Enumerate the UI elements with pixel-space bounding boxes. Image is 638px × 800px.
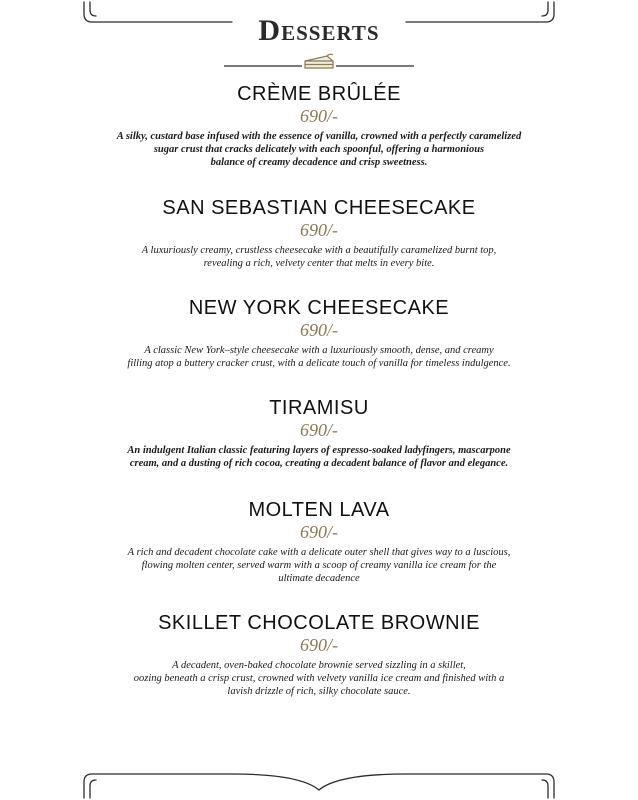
item-description: A silky, custard base infused with the essence of vanilla, crowned with a perfectly caramelized sugar crust that cracks delicately with each spoonful, offering a harmonious balance of creamy decadence and crisp sweetness. [116,131,522,168]
item-name: NEW YORK CHEESECAKE [188,297,450,319]
item-price: 690/- [300,220,338,240]
menu-header [0,14,638,72]
item-name: MOLTEN LAVA [248,499,390,521]
item-description: A classic New York–style cheesecake with a luxuriously smooth, dense, and creamy filling atop a buttery cracker crust, with a delicate touch of vanilla for timeless indulgence. [127,345,511,369]
item-description: A decadent, oven-baked chocolate brownie served sizzling in a skillet, oozing beneath a crisp crust, crowned with velvety vanilla ice cream and finished with a lavish drizzle of rich, silky chocolate sauce. [133,660,505,697]
menu-heading: Desserts [258,14,380,47]
item-price: 690/- [300,420,338,440]
frame-bottom-swirl [232,774,406,790]
menu-item-tiramisu [59,396,579,498]
frame-corner-bottom-right [406,774,554,798]
item-description: A luxuriously creamy, crustless cheesecake with a beautifully caramelized burnt top, revealing a rich, velvety center that melts in every bite. [141,245,497,269]
cheesecake-slice-icon [305,54,333,68]
item-description: An indulgent Italian classic featuring layers of espresso-soaked ladyfingers, mascarpone cream, and a dusting of rich cocoa, creating a decadent balance of flavor and elegance. [127,445,511,469]
menu-item-new-york-cheesecake [59,296,579,396]
dessert-list [0,82,638,711]
item-description: A rich and decadent chocolate cake with a delicate outer shell that gives way to a luscious, flowing molten center, served warm with a scoop of creamy vanilla ice cream for the ultimate decadence [127,547,511,584]
heading-divider [0,50,638,72]
item-price: 690/- [300,320,338,340]
menu-item-skillet-chocolate-brownie [59,611,579,711]
item-name: TIRAMISU [269,397,369,419]
menu-item-san-sebastian-cheesecake [59,196,579,296]
item-name: SAN SEBASTIAN CHEESECAKE [162,197,476,219]
item-price: 690/- [300,522,338,542]
item-price: 690/- [300,635,338,655]
menu-item-molten-lava [59,498,579,611]
frame-corner-bottom-left [84,774,232,798]
item-name: SKILLET CHOCOLATE BROWNIE [158,612,480,634]
menu-item-creme-brulee [59,82,579,196]
item-name: CRÈME BRÛLÉE [237,83,401,105]
item-price: 690/- [300,106,338,126]
